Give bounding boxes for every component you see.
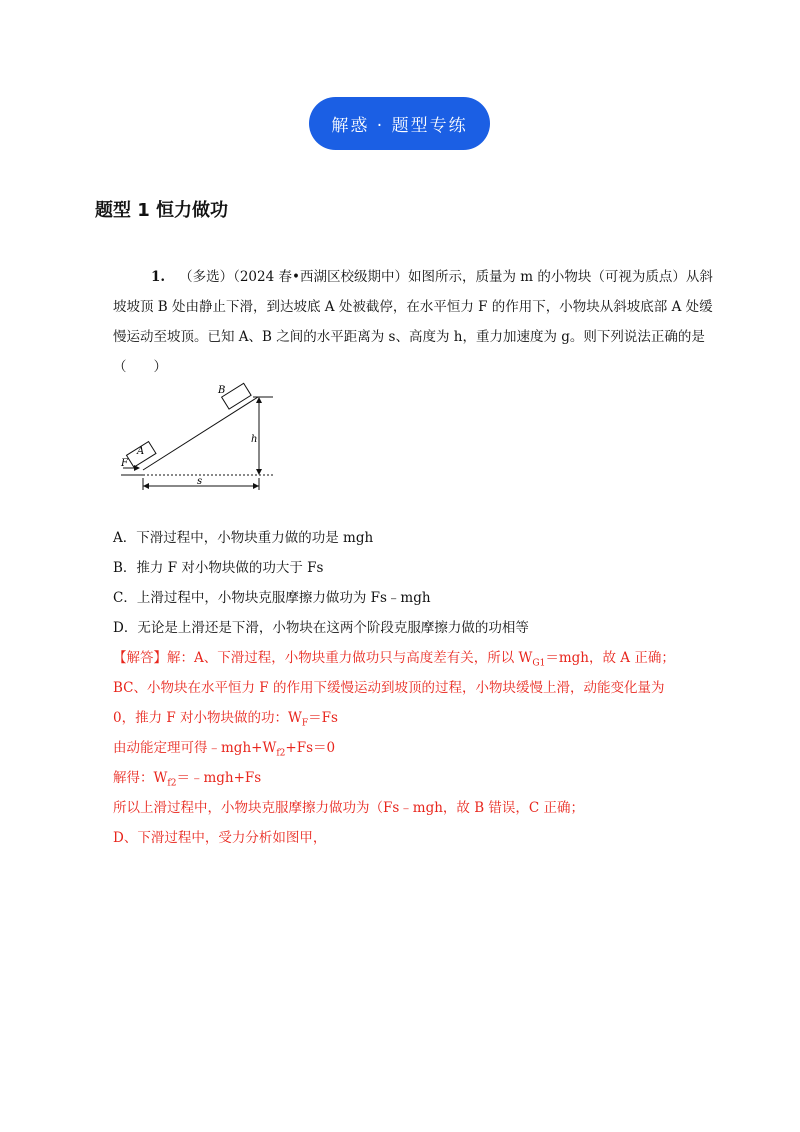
banner: 解惑 · 题型专练 xyxy=(309,97,490,150)
subscript: f2 xyxy=(167,778,177,789)
answer-text: 由动能定理可得﹣mgh+W xyxy=(113,740,277,756)
section-title: 题型 1 恒力做功 xyxy=(95,200,229,221)
subscript: f2 xyxy=(276,748,286,759)
answer-line-4 xyxy=(113,736,335,759)
question-number: 1. xyxy=(151,269,166,285)
force-arrowhead xyxy=(134,465,140,471)
answer-line-5 xyxy=(113,766,261,789)
subscript: G1 xyxy=(532,658,546,669)
option-d: D．无论是上滑还是下滑，小物块在这两个阶段克服摩擦力做的功相等 xyxy=(113,620,529,636)
label-F: F xyxy=(121,458,128,469)
answer-text: 【解答】解：A、下滑过程，小物块重力做功只与高度差有关，所以 W xyxy=(113,650,533,666)
answer-text: ＝﹣mgh+Fs xyxy=(176,770,262,786)
label-s: s xyxy=(197,476,203,487)
s-arrow-left xyxy=(143,483,149,489)
answer-text: ＝Fs xyxy=(308,710,338,726)
option-a: A．下滑过程中，小物块重力做的功是 mgh xyxy=(113,530,374,546)
question-text: （多选）（2024 春•西湖区校级期中）如图所示，质量为 m 的小物块（可视为质点）从斜坡坡顶 B 处由静止下滑，到达坡底 A 处被截停，在水平恒力 F 的作用下，小物块从斜坡底部 A 处缓慢运动至坡顶。已知 A、B 之间的水平距离为 s、高度为 h，重力加速度为 g。则下列说法正确的是（ ） xyxy=(113,269,713,375)
label-A: A xyxy=(137,446,145,457)
question xyxy=(113,262,713,382)
label-B: B xyxy=(218,385,226,396)
answer-text: 0，推力 F 对小物块做的功：W xyxy=(113,710,302,726)
answer-line-1 xyxy=(113,646,675,669)
answer-line-2: BC、小物块在水平恒力 F 的作用下缓慢运动到坡顶的过程，小物块缓慢上滑，动能变化量为 xyxy=(113,680,665,696)
option-c: C．上滑过程中，小物块克服摩擦力做功为 Fs﹣mgh xyxy=(113,590,431,606)
block-B xyxy=(222,383,251,409)
incline-figure xyxy=(113,382,283,494)
label-h: h xyxy=(251,434,258,445)
answer-text: ＝mgh，故 A 正确； xyxy=(545,650,675,666)
answer-line-3 xyxy=(113,706,338,729)
option-b: B．推力 F 对小物块做的功大于 Fs xyxy=(113,560,324,576)
answer-text: +Fs＝0 xyxy=(285,740,336,756)
s-arrow-right xyxy=(253,483,259,489)
height-arrow-bottom xyxy=(256,469,262,475)
answer-text: 解得：W xyxy=(113,770,168,786)
answer-line-7: D、下滑过程中，受力分析如图甲， xyxy=(113,830,327,846)
subscript: F xyxy=(301,718,309,729)
answer-line-6: 所以上滑过程中，小物块克服摩擦力做功为（Fs﹣mgh，故 B 错误，C 正确； xyxy=(113,800,585,816)
incline-line xyxy=(143,397,258,470)
